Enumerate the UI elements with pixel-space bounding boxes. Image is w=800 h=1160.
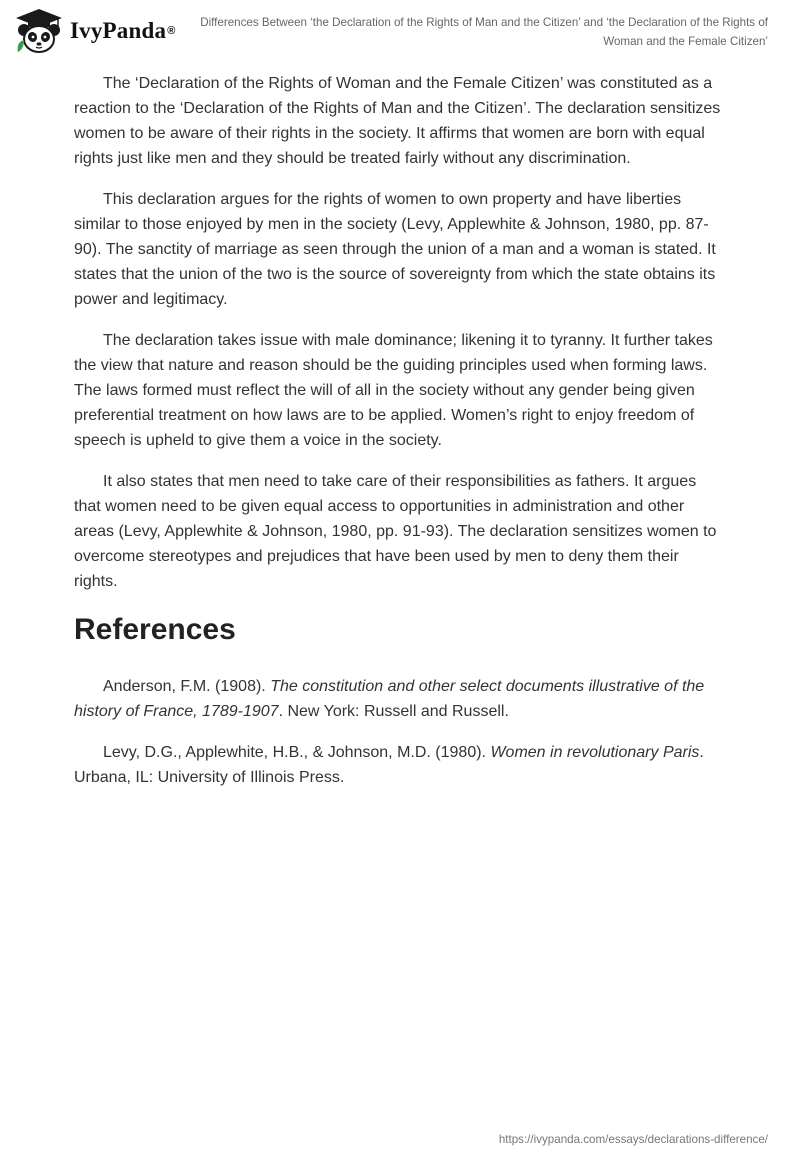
essay-body (74, 71, 724, 806)
paragraph: The ‘Declaration of the Rights of Woman and the Female Citizen’ was constituted as a reaction to the ‘Declaration of the Rights of Man and the Citizen’. The declaration sensitizes women to be aware of their rights in the society. It affirms that women are born with equal rights just like men and they should be treated fairly without any discrimination. (74, 75, 721, 167)
reference-publisher: . Urbana, IL: University of Illinois Press. (74, 744, 704, 786)
references-heading: References (74, 613, 236, 646)
reference-authors: Levy, D.G., Applewhite, H.B., & Johnson, M.D. (1980). (103, 744, 491, 761)
reference-title: Women in revolutionary Paris (490, 744, 700, 761)
document-title: Differences Between ‘the Declaration of the Rights of Man and the Citizen’ and ‘the Declaration of the Rights of Woman and the Female Citizen’ (200, 16, 768, 48)
paragraph: This declaration argues for the rights of women to own property and have liberties similar to those enjoyed by men in the society (Levy, Applewhite & Johnson, 1980, pp. 87-90). The sanctity of marriage as seen through the union of a man and a woman is stated. It states that the union of the two is the source of sovereignty from which the state obtains its power and legitimacy. (74, 191, 716, 308)
paragraph: It also states that men need to take care of their responsibilities as fathers. It argues that women need to be given equal access to opportunities in administration and other areas (Levy, Applewhite & Johnson, 1980, pp. 91-93). The declaration sensitizes women to overcome stereotypes and prejudices that have been used by men to deny them their rights. (74, 473, 717, 590)
ivypanda-logo[interactable] (14, 8, 175, 54)
page-header (0, 0, 800, 60)
reference-authors: Anderson, F.M. (1908). (103, 678, 271, 695)
paragraph: The declaration takes issue with male dominance; likening it to tyranny. It further takes the view that nature and reason should be the guiding principles used when forming laws. The laws formed must reflect the will of all in the society without any gender being given preferential treatment on how laws are to be applied. Women’s right to enjoy freedom of speech is upheld to give them a voice in the society. (74, 332, 713, 449)
reference-entry (74, 674, 724, 724)
panda-graduate-icon (14, 8, 64, 54)
reference-entry (74, 740, 724, 790)
source-url[interactable]: https://ivypanda.com/essays/declarations-difference/ (498, 1133, 768, 1146)
reference-title: The constitution and other select documents illustrative of the history of France, 1789-1907 (74, 678, 705, 720)
registered-mark: ® (167, 25, 176, 37)
brand-name: IvyPanda (70, 18, 167, 43)
reference-publisher: . New York: Russell and Russell. (278, 703, 509, 720)
